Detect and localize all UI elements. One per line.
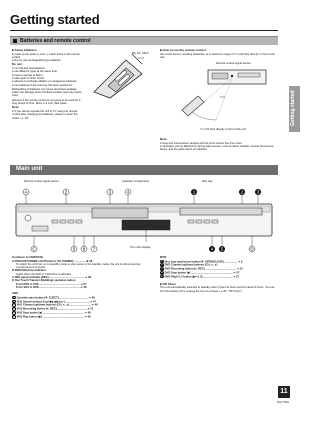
remove-text: Remove if the remote control is not going to be used for a long period of time. Store in a cool, dark place. bbox=[12, 98, 81, 106]
callout-bottom-label: 5 bbox=[72, 246, 76, 252]
remote-range-illustration bbox=[168, 66, 272, 128]
common-item-text: One Touch Transfer (Dubbing) operation button bbox=[14, 279, 76, 283]
howto-heading-text: How to use the remote control bbox=[162, 48, 206, 52]
main-unit-right-column bbox=[160, 256, 276, 293]
do-not-bullet: ● use batteries if the covering has been peeled off. bbox=[12, 83, 73, 87]
dr-timer-body: The unit automatically switches to standby when it has not been used for about 6 hours. You can turn this feature off or change the time to 2 hours. (➜ 83, "Off Timer") bbox=[160, 286, 275, 293]
howto-note: ● Keep the transmission window and the unit's sensor free from dust. bbox=[160, 141, 243, 145]
battery-insertion-illustration bbox=[86, 48, 158, 100]
arrow-icon bbox=[132, 54, 142, 64]
do-not-bullet: ● heat or expose to flame. bbox=[12, 73, 44, 77]
vhs-item-number: 4 bbox=[13, 308, 15, 311]
unit-illustration bbox=[208, 70, 266, 84]
section-batteries-heading: Batteries and remote control bbox=[20, 38, 91, 44]
callout-bottom-label: 7 bbox=[92, 246, 96, 252]
dvd-item-text: DVD Play/×1.3 button [▶/×1.3] ....................................... ➜ 27 bbox=[164, 275, 239, 279]
callout-top-label: 3 bbox=[256, 189, 260, 195]
unit-display bbox=[122, 220, 170, 230]
vhs-item-text: Cassette eject button [≜, EJECT] ...................................... ➜ 48 bbox=[16, 296, 95, 300]
battery-note-label: Note bbox=[12, 105, 19, 110]
page-number: 11 bbox=[278, 386, 290, 398]
dvd-item-number: 4 bbox=[161, 272, 163, 275]
about-bullet-text: Do not use rechargeable type batteries. bbox=[14, 59, 62, 63]
page-title: Getting started bbox=[10, 12, 100, 27]
callout-top-label: 4 bbox=[126, 189, 130, 195]
common-item-key: D bbox=[12, 279, 14, 283]
do-not-bullet-text: attempt to recharge alkaline or manganese batteries. bbox=[14, 80, 78, 84]
dvd-item-text: DVD Stop button [■] ........................................................ ➜ 27 bbox=[164, 271, 240, 275]
section-main-unit-heading: Main unit bbox=[16, 166, 43, 172]
vhs-item-number: 6 bbox=[13, 315, 15, 318]
section-batteries-bar bbox=[10, 36, 278, 45]
howto-note-text: Operation can be affected by strong light sources, such as direct sunlight, inverter fluorescent lamps, and the glass doors on cabinets. bbox=[160, 144, 274, 152]
vhs-item-number: 2 bbox=[13, 300, 15, 303]
howto-note-label: Note bbox=[160, 137, 167, 141]
main-unit-illustration bbox=[12, 184, 276, 254]
dvd-item-text: Disc tray open/close button [≜, OPEN/CLOSE] ................. ➜ 9 bbox=[164, 260, 243, 264]
about-bullet-text: Insert so the poles (+ and −) match those in the remote control. bbox=[12, 52, 80, 59]
howto-note: ● Operation can be affected by strong light sources, such as direct sunlight, inverter fluorescent lamps, and the glass doors on cabinets. bbox=[160, 144, 274, 152]
callout-top-label: 3 bbox=[108, 189, 112, 195]
label-disc-tray: Disc tray bbox=[202, 180, 213, 183]
callout-top-label: A bbox=[24, 189, 28, 195]
callout-top-label: 2 bbox=[240, 189, 244, 195]
do-not-bullet: ● mix old and new batteries. bbox=[12, 67, 46, 71]
range-label: 7 m (23 feet) directly in front of the unit bbox=[200, 128, 247, 131]
side-tab-label: Getting started bbox=[290, 90, 296, 126]
power-button bbox=[25, 215, 31, 221]
battery-ref-label: R6, AA, UM-3 bbox=[132, 52, 149, 55]
label-remote-sensor: Remote control signal sensor bbox=[24, 180, 59, 183]
vhs-item-text: VHS Search buttons [◁◁/◀◀, ▶▶/▷▷] ................................ ➜ 47 bbox=[16, 300, 96, 304]
dvd-item bbox=[160, 275, 276, 279]
common-item-sub: From DVD to VHS ...................................................... ➜ 57 bbox=[16, 282, 87, 286]
callout-bottom-label: 6 bbox=[82, 246, 86, 252]
do-not-bullet: ● use different types at the same time. bbox=[12, 70, 58, 74]
dvd-item-number: 3 bbox=[161, 268, 163, 271]
common-item-key: C bbox=[12, 276, 14, 280]
about-bullet: ● Insert so the poles (+ and −) match those in the remote control. bbox=[12, 52, 80, 59]
callout-bottom-label: D bbox=[250, 246, 254, 252]
common-item-text: DVD/VHS POWER on/off button [ ⏻/I, POWER] ............... ➜ 18 bbox=[14, 259, 93, 263]
mishandling-text: Mishandling of batteries can cause electrolyte leakage which can damage items the fluid contacts and may cause a fire. bbox=[12, 87, 82, 98]
callout-top-label: 1 bbox=[192, 189, 196, 195]
do-not-bullet-text: take apart or short circuit. bbox=[14, 76, 45, 80]
dvd-heading: DVD bbox=[160, 255, 167, 259]
vhs-item-number: 1 bbox=[13, 296, 15, 299]
common-item-key: A bbox=[12, 259, 14, 263]
square-bullet-icon bbox=[13, 39, 17, 43]
callout-bottom-label: 4 bbox=[210, 246, 214, 252]
common-item-key: B bbox=[12, 269, 14, 273]
vhs-item-text: VHS Play button [▶] ....................................................... ➜ 46 bbox=[16, 315, 91, 319]
battery-note-text: If you cannot operate the unit or TV using the remote control after changing the batteries, please re-enter the codes. (➜ 19) bbox=[12, 109, 78, 120]
do-not-bullet: ● attempt to recharge alkaline or manganese batteries. bbox=[12, 80, 78, 84]
dvd-item-text: DVD Recording button [●, REC] ......................................... ➜ 31 bbox=[164, 267, 243, 271]
common-item-desc: Lights when the DVD or VHS drive is selected. bbox=[16, 272, 72, 276]
vhs-item-text: VHS Recording button [●, REC] ....................................... ➜ 51 bbox=[16, 307, 94, 311]
dr-timer-heading: ■ DR Timer bbox=[160, 281, 176, 286]
howto-column bbox=[160, 49, 276, 59]
do-not-bullet-text: mix old and new batteries. bbox=[14, 67, 46, 71]
disc-tray bbox=[180, 208, 262, 215]
common-item-sub: From VHS to DVD ...................................................... ➜ 58 bbox=[16, 285, 87, 289]
vhs-heading: VHS bbox=[12, 291, 19, 296]
about-bullet: ● Do not use rechargeable type batteries. bbox=[12, 59, 62, 63]
dvd-item-number: 5 bbox=[161, 275, 163, 278]
section-main-unit-bar bbox=[10, 165, 278, 175]
distance-label: 7 m bbox=[220, 95, 226, 99]
callout-top-label: 2 bbox=[64, 189, 68, 195]
common-item-desc: To switch the unit from on to standby mode or vice versa. In the standby mode, the unit is still consuming a small amount of power. bbox=[16, 262, 141, 270]
dvd-item-number: 2 bbox=[161, 264, 163, 267]
label-cassette: Cassette compartment bbox=[122, 180, 150, 183]
vhs-item-number: 3 bbox=[13, 304, 15, 307]
do-not-bullet-text: use batteries if the covering has been peeled off. bbox=[14, 83, 73, 87]
do-not-bullet: ● take apart or short circuit. bbox=[12, 76, 45, 80]
page-code: RQT7894 bbox=[276, 400, 289, 404]
vhs-item-text: VHS Channel up/down buttons (CH, ∧, ∨) ............................ ➜ 48 bbox=[16, 304, 98, 307]
about-batteries-heading: ■ About batteries bbox=[12, 48, 37, 52]
side-tab bbox=[289, 86, 300, 132]
howto-body: Aim at the sensor, avoiding obstacles, at a maximum range of 7 m (23 feet) directly in front of the unit. bbox=[160, 52, 276, 59]
main-unit-left-column bbox=[12, 256, 142, 319]
dvd-item-number: 1 bbox=[161, 260, 163, 263]
howto-heading: ■ How to use the remote control bbox=[160, 48, 206, 52]
callout-bottom-label: C bbox=[32, 246, 36, 252]
callout-bottom-label: 5 bbox=[220, 246, 224, 252]
vhs-item bbox=[12, 315, 142, 319]
common-item-text: REC input terminals (REC) ............................................... ➜ 83 bbox=[14, 276, 92, 280]
common-item-text: DVD/VHS drive indicator bbox=[14, 269, 46, 273]
do-not-bullet-text: heat or expose to flame. bbox=[14, 73, 44, 77]
vhs-item-text: VHS Stop button [■] ....................................................... ➜ 49 bbox=[16, 311, 91, 315]
about-batteries-text: About batteries bbox=[14, 48, 37, 52]
cassette-slot bbox=[92, 208, 148, 218]
battery-note: ● If you cannot operate the unit or TV using the remote control after changing the batteries, please re-enter the codes. (➜ 19) bbox=[12, 109, 78, 120]
howto-note-text: Keep the transmission window and the unit's sensor free from dust. bbox=[162, 141, 243, 145]
howto-notes bbox=[160, 138, 276, 151]
title-rule bbox=[10, 30, 278, 31]
sensor-label: Remote control signal sensor bbox=[216, 62, 251, 65]
do-not-heading: Do not: bbox=[12, 62, 23, 67]
remote-back-illustration bbox=[94, 60, 142, 98]
dvd-item-text: DVD Channel up/down buttons (CH, ∧, ∨) bbox=[164, 263, 218, 267]
label-unit-display: The unit's display bbox=[130, 246, 151, 249]
common-heading: Common to DVD/VHS bbox=[12, 255, 43, 259]
batteries-column bbox=[12, 49, 82, 120]
do-not-bullet-text: use different types at the same time. bbox=[14, 70, 58, 74]
dr-timer-heading-text: DR Timer bbox=[162, 281, 176, 286]
vhs-item-number: 5 bbox=[13, 312, 15, 315]
